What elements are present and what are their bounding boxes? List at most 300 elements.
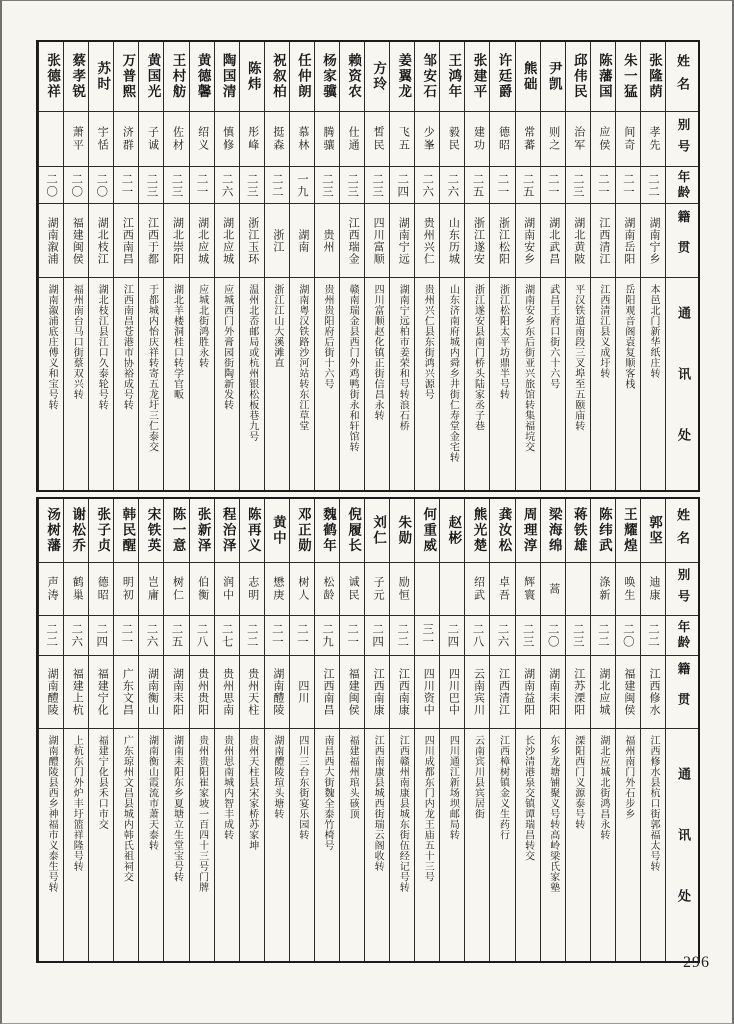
entry-age: 二二 xyxy=(39,616,63,656)
entry-alias: 懋庚 xyxy=(265,563,289,616)
entry-name: 杨家骥 xyxy=(315,42,339,112)
entry-age: 二一 xyxy=(541,167,565,204)
entry-column xyxy=(113,499,138,961)
entry-address: 贵州思南城内智丰成转 xyxy=(221,735,233,840)
entry-age: 二三 xyxy=(340,167,364,204)
entry-alias: 辉寰 xyxy=(516,563,540,616)
entry-name: 祝叙柏 xyxy=(265,42,289,112)
entry-name: 方玲 xyxy=(365,42,389,112)
entry-address: 湖南耒阳东乡夏塘立生堂宝号转 xyxy=(171,735,183,882)
entry-address: 四川富顺赵化镇正街信昌永转 xyxy=(372,284,384,421)
entry-address: 东乡龙塘铺聚义号转高岭梁氏家塾 xyxy=(547,735,559,893)
entry-native: 山东历城 xyxy=(440,204,464,278)
entry-column xyxy=(289,42,314,490)
header-column-top xyxy=(665,42,698,490)
entry-native: 江西南康 xyxy=(365,656,389,729)
entry-address: 福州南门外石步乡 xyxy=(622,735,634,819)
entry-native: 湖南醴陵 xyxy=(265,656,289,729)
entry-name: 郭坚 xyxy=(641,499,665,563)
entry-native: 湖南安乡 xyxy=(516,204,540,278)
entry-alias: 腾骧 xyxy=(315,112,339,167)
entry-address: 溧阳西门义源泰号转 xyxy=(572,735,584,830)
entry-column xyxy=(389,42,414,490)
header-address: 通讯处 xyxy=(676,766,691,950)
entry-column xyxy=(189,42,214,490)
entry-native: 江西瑞金 xyxy=(340,204,364,278)
entry-address: 湖南衡山霞流市萧天泰转 xyxy=(146,735,158,851)
entry-column xyxy=(590,42,615,490)
entry-native: 湖北黄陂 xyxy=(566,204,590,278)
entry-column xyxy=(63,42,88,490)
entry-alias: 德昭 xyxy=(490,112,514,167)
entry-age: 二八 xyxy=(465,616,489,656)
entry-address: 江西南昌苍港市协裕成号转 xyxy=(121,284,133,410)
entry-age: 二一 xyxy=(490,167,514,204)
entry-age: 二一 xyxy=(114,616,138,656)
entry-alias: 润中 xyxy=(215,563,239,616)
entry-name: 陈炜 xyxy=(240,42,264,112)
entry-age: 二一 xyxy=(290,616,314,656)
entry-age: 二三 xyxy=(566,616,590,656)
entry-age: 二一 xyxy=(190,167,214,204)
entry-column xyxy=(615,42,640,490)
entry-native: 四川资中 xyxy=(415,656,439,729)
entry-native: 贵州贵阳 xyxy=(190,656,214,729)
entry-address: 湖南溆浦底庄傅义和宝号转 xyxy=(46,284,58,410)
entry-name: 梁海绵 xyxy=(541,499,565,563)
entry-column xyxy=(615,499,640,961)
entry-column xyxy=(489,499,514,961)
entry-address: 平汉铁道南段三叉埠至五颐庙转 xyxy=(572,284,584,431)
entry-alias: 则之 xyxy=(541,112,565,167)
entry-age: 一九 xyxy=(290,167,314,204)
entry-address: 湖北羊楼洞桂口转学官畈 xyxy=(171,284,183,400)
entry-age: 二四 xyxy=(390,167,414,204)
entry-native: 浙江 xyxy=(265,204,289,278)
entry-native: 湖南宁乡 xyxy=(641,204,665,278)
entry-column xyxy=(414,499,439,961)
entry-name: 张新泽 xyxy=(190,499,214,563)
entry-name: 王耀煌 xyxy=(616,499,640,563)
entry-address: 长沙清港泉交镇谭瑞昌转交 xyxy=(522,735,534,861)
entry-native: 贵州 xyxy=(315,204,339,278)
entry-name: 万普熙 xyxy=(114,42,138,112)
header-alias: 别号 xyxy=(666,563,698,616)
entry-alias: 唤生 xyxy=(616,563,640,616)
entry-column xyxy=(239,499,264,961)
entry-column xyxy=(389,499,414,961)
entry-alias xyxy=(415,563,439,616)
entry-alias: 佐材 xyxy=(164,112,188,167)
entry-name: 周理淳 xyxy=(516,499,540,563)
entry-address: 武昌王府口街六十六号 xyxy=(547,284,559,389)
entry-alias: 济群 xyxy=(114,112,138,167)
entry-column xyxy=(63,499,88,961)
entry-column xyxy=(314,42,339,490)
entry-native: 江苏溧阳 xyxy=(566,656,590,729)
entry-address: 湖北枝江县江口久泰轮号转 xyxy=(96,284,108,410)
entry-address: 应城西门外膏园街陶新发转 xyxy=(221,284,233,410)
header-address: 通讯处 xyxy=(676,305,691,489)
entry-address: 湖南宁远柏市姜荣和号转浪石桥 xyxy=(397,284,409,431)
entry-name: 韩民醒 xyxy=(114,499,138,563)
entry-column xyxy=(88,42,113,490)
entries-bottom xyxy=(38,499,665,961)
entry-age: 二〇 xyxy=(616,616,640,656)
entry-age: 二二 xyxy=(390,616,414,656)
entry-age: 二一 xyxy=(616,167,640,204)
entries-top xyxy=(38,42,665,490)
entry-column xyxy=(289,499,314,961)
entry-name: 刘仁 xyxy=(365,499,389,563)
entry-native: 广东文昌 xyxy=(114,656,138,729)
entry-column xyxy=(339,499,364,961)
entry-native: 湖北武昌 xyxy=(541,204,565,278)
entry-column xyxy=(540,499,565,961)
entry-age: 二八 xyxy=(190,616,214,656)
entry-age: 二四 xyxy=(365,616,389,656)
entry-alias: 松龄 xyxy=(315,563,339,616)
entry-age: 二〇 xyxy=(89,167,113,204)
entry-address: 广东琼州文昌县城内韩氏祖祠交 xyxy=(121,735,133,882)
entry-column xyxy=(565,42,590,490)
entry-native: 湖南岳阳 xyxy=(616,204,640,278)
entry-alias xyxy=(39,112,63,167)
entry-name: 熊光楚 xyxy=(465,499,489,563)
entry-name: 朱一猛 xyxy=(616,42,640,112)
entry-alias: 绍义 xyxy=(190,112,214,167)
entry-name: 张建平 xyxy=(465,42,489,112)
entry-address: 四川三台东街宴乐园转 xyxy=(296,735,308,840)
entry-address: 湖南醴陵瑄头塘转 xyxy=(271,735,283,819)
entry-native: 湖南耒阳 xyxy=(164,656,188,729)
entry-age: 二三 xyxy=(139,167,163,204)
entry-alias: 常蕃 xyxy=(516,112,540,167)
entry-age: 二三 xyxy=(164,167,188,204)
entry-alias: 慕林 xyxy=(290,112,314,167)
entry-native: 四川富顺 xyxy=(365,204,389,278)
entry-name: 蒋铁雄 xyxy=(566,499,590,563)
entry-age: 二七 xyxy=(215,616,239,656)
entry-alias: 绍武 xyxy=(465,563,489,616)
entry-age: 二三 xyxy=(365,167,389,204)
entry-native: 湖南衡山 xyxy=(139,656,163,729)
entry-name: 熊础 xyxy=(516,42,540,112)
entry-column xyxy=(439,499,464,961)
entry-alias: 树仁 xyxy=(164,563,188,616)
entry-alias: 树人 xyxy=(290,563,314,616)
entry-native: 贵州思南 xyxy=(215,656,239,729)
header-alias: 别号 xyxy=(666,112,698,167)
entry-name: 朱勋 xyxy=(390,499,414,563)
entry-native: 湖南耒阳 xyxy=(541,656,565,729)
entry-native: 福建闽侯 xyxy=(616,656,640,729)
entry-age: 二二 xyxy=(265,167,289,204)
entry-name: 王鸿年 xyxy=(440,42,464,112)
entry-name: 王村舫 xyxy=(164,42,188,112)
entry-column xyxy=(88,499,113,961)
entry-alias: 慎修 xyxy=(215,112,239,167)
entry-name: 邓正勋 xyxy=(290,499,314,563)
entry-age: 二二 xyxy=(591,616,615,656)
entry-address: 山东济南府城内舜乡井街仁寿堂金宅转 xyxy=(447,284,459,463)
entry-alias: 志明 xyxy=(240,563,264,616)
entry-column xyxy=(515,499,540,961)
entry-alias: 德昭 xyxy=(89,563,113,616)
entry-age: 二〇 xyxy=(541,616,565,656)
entry-address: 赣南瑞金县西门外鸡鸭街永和轩馆转 xyxy=(347,284,359,452)
entry-alias: 子元 xyxy=(365,563,389,616)
entry-address: 福建宁化县禾口市交 xyxy=(96,735,108,830)
entry-address: 贵州兴仁县东街鸿兴源号 xyxy=(422,284,434,400)
directory-table-bottom xyxy=(36,497,700,963)
header-native: 籍贯 xyxy=(666,656,698,729)
entry-native: 江西南昌 xyxy=(315,656,339,729)
entry-age: 二五 xyxy=(465,167,489,204)
entry-native: 湖南溆浦 xyxy=(39,204,63,278)
entry-native: 湖北应城 xyxy=(591,656,615,729)
entry-native: 江西于都 xyxy=(139,204,163,278)
entry-column xyxy=(414,42,439,490)
entry-name: 陈纬武 xyxy=(591,499,615,563)
entry-column xyxy=(565,499,590,961)
entry-age: 二一 xyxy=(340,616,364,656)
entry-alias: 宇恬 xyxy=(89,112,113,167)
entry-age: 二六 xyxy=(490,616,514,656)
entry-native: 湖南醴陵 xyxy=(39,656,63,729)
entry-address: 江西赣州南康县城东街伍经记号转 xyxy=(397,735,409,893)
entry-name: 蔡孝锐 xyxy=(64,42,88,112)
entry-age: 二一 xyxy=(265,616,289,656)
entry-name: 陈再义 xyxy=(240,499,264,563)
entry-native: 四川巴中 xyxy=(440,656,464,729)
entry-native: 湖南宁远 xyxy=(390,204,414,278)
entry-alias: 治军 xyxy=(566,112,590,167)
entry-alias: 应侯 xyxy=(591,112,615,167)
entry-native: 贵州天柱 xyxy=(240,656,264,729)
entry-column xyxy=(38,42,63,490)
entry-column xyxy=(214,42,239,490)
entry-alias: 孝先 xyxy=(641,112,665,167)
entry-address: 湖南安乡东后街亚兴旅馆转集福垸交 xyxy=(522,284,534,452)
entry-alias: 诚民 xyxy=(340,563,364,616)
entry-column xyxy=(590,499,615,961)
entry-name: 姜翼龙 xyxy=(390,42,414,112)
entry-age: 二四 xyxy=(440,616,464,656)
entry-native: 云南宾川 xyxy=(465,656,489,729)
entry-native: 福建闽侯 xyxy=(340,656,364,729)
entry-name: 黄国光 xyxy=(139,42,163,112)
entry-age: 二五 xyxy=(164,616,188,656)
entry-native: 浙江遂安 xyxy=(465,204,489,278)
entry-address: 浙江江山大溪滩直 xyxy=(271,284,283,368)
entry-age: 二二 xyxy=(641,167,665,204)
entry-name: 陈藩国 xyxy=(591,42,615,112)
entry-address: 岳阳观音阁袁复顺客栈 xyxy=(622,284,634,389)
entry-name: 汤树藩 xyxy=(39,499,63,563)
entry-age: 二六 xyxy=(139,616,163,656)
entry-alias: 皙民 xyxy=(365,112,389,167)
entry-native: 湖北应城 xyxy=(215,204,239,278)
entry-column xyxy=(515,42,540,490)
entry-native: 湖北应城 xyxy=(190,204,214,278)
entry-name: 黄中 xyxy=(265,499,289,563)
entry-age: 二三 xyxy=(566,167,590,204)
entry-name: 谢松乔 xyxy=(64,499,88,563)
entry-age: 二四 xyxy=(89,616,113,656)
entry-address: 南昌西大街魏全泰竹椅号 xyxy=(321,735,333,851)
entry-native: 贵州兴仁 xyxy=(415,204,439,278)
entry-column xyxy=(264,42,289,490)
entry-address: 应城北街鸿胜永转 xyxy=(196,284,208,368)
entry-address: 湖南粤汉铁路沙河站转东江草堂 xyxy=(296,284,308,431)
entry-address: 湖北应城北街鸿昌永转 xyxy=(597,735,609,840)
entry-name: 张隆荫 xyxy=(641,42,665,112)
entry-native: 湖北枝江 xyxy=(89,204,113,278)
entry-address: 贵州贵阳崔家坡一百四十三号门牌 xyxy=(196,735,208,893)
entry-alias: 间奇 xyxy=(616,112,640,167)
entry-alias: 少峯 xyxy=(415,112,439,167)
entry-alias: 萧平 xyxy=(64,112,88,167)
entry-column xyxy=(138,42,163,490)
header-age: 年龄 xyxy=(666,167,698,204)
entry-column xyxy=(163,499,188,961)
header-name: 姓名 xyxy=(666,42,698,112)
entry-address: 贵州天柱县宋家桥苏家坤 xyxy=(246,735,258,851)
header-column-bottom xyxy=(665,499,698,961)
entry-native: 江西修水 xyxy=(641,656,665,729)
entry-age: 二六 xyxy=(215,167,239,204)
entry-native: 福建上杭 xyxy=(64,656,88,729)
entry-address: 福州南台马口街蔡双兴转 xyxy=(71,284,83,400)
header-name: 姓名 xyxy=(666,499,698,563)
entry-column xyxy=(38,499,63,961)
entry-age: 二九 xyxy=(315,616,339,656)
entry-alias: 飞五 xyxy=(390,112,414,167)
entry-address: 江西樟树镇金义生药行 xyxy=(497,735,509,840)
entry-name: 许廷爵 xyxy=(490,42,514,112)
entry-column xyxy=(163,42,188,490)
entry-age: 二五 xyxy=(516,167,540,204)
entry-age: 二二 xyxy=(641,616,665,656)
entry-native: 湖南 xyxy=(290,204,314,278)
entry-column xyxy=(314,499,339,961)
entry-age: 三一 xyxy=(415,616,439,656)
entry-column xyxy=(214,499,239,961)
entry-column xyxy=(640,499,665,961)
entry-age: 二六 xyxy=(440,167,464,204)
entry-name: 陶国清 xyxy=(215,42,239,112)
entry-age: 二〇 xyxy=(64,167,88,204)
entry-column xyxy=(189,499,214,961)
entry-address: 上杭东门外炉丰圩篮祥隆号转 xyxy=(71,735,83,872)
entry-native: 福建闽侯 xyxy=(64,204,88,278)
directory-table-top xyxy=(36,40,700,492)
entry-address: 贵州贵阳府后街十六号 xyxy=(321,284,333,389)
entry-alias: 涤新 xyxy=(591,563,615,616)
entry-alias: 卓吾 xyxy=(490,563,514,616)
entry-age: 二〇 xyxy=(39,167,63,204)
entry-age: 二一 xyxy=(114,167,138,204)
entry-alias: 挺森 xyxy=(265,112,289,167)
entry-alias: 彤峰 xyxy=(240,112,264,167)
entry-column xyxy=(339,42,364,490)
entry-native: 江西南康 xyxy=(390,656,414,729)
entry-column xyxy=(264,499,289,961)
entry-alias: 岂庸 xyxy=(139,563,163,616)
entry-alias xyxy=(440,563,464,616)
entry-name: 尹凯 xyxy=(541,42,565,112)
entry-column xyxy=(138,499,163,961)
entry-alias: 伯衡 xyxy=(190,563,214,616)
entry-name: 赖资农 xyxy=(340,42,364,112)
entry-name: 宋铁英 xyxy=(139,499,163,563)
entry-age: 二二 xyxy=(240,616,264,656)
entry-address: 江西清江县义成圩转 xyxy=(597,284,609,379)
entry-address: 福建福州琯头硋顶 xyxy=(347,735,359,819)
entry-address: 温州北岙邮局或杭州银松板巷九号 xyxy=(246,284,258,442)
entry-age: 二三 xyxy=(516,616,540,656)
entry-alias xyxy=(566,563,590,616)
entry-column xyxy=(540,42,565,490)
entry-alias: 鹤巢 xyxy=(64,563,88,616)
entry-alias: 仕通 xyxy=(340,112,364,167)
entry-address: 江西修水县杭口街郭福太号转 xyxy=(648,735,659,872)
entry-name: 苏时 xyxy=(89,42,113,112)
entry-alias: 迪康 xyxy=(641,563,665,616)
entry-name: 陈一意 xyxy=(164,499,188,563)
header-age: 年龄 xyxy=(666,616,698,656)
entry-address: 浙江松阳太平坊鼎半号转 xyxy=(497,284,509,400)
page-number: 296 xyxy=(683,954,710,971)
entry-age: 二六 xyxy=(64,616,88,656)
header-native: 籍贯 xyxy=(666,204,698,278)
entry-age: 二六 xyxy=(415,167,439,204)
entry-age: 二三 xyxy=(240,167,264,204)
entry-address: 于都城内怡庆祥转寄五龙圩三仁泰交 xyxy=(146,284,158,452)
entry-alias: 毅民 xyxy=(440,112,464,167)
entry-name: 何重威 xyxy=(415,499,439,563)
entry-native: 福建宁化 xyxy=(89,656,113,729)
entry-native: 浙江松阳 xyxy=(490,204,514,278)
entry-native: 浙江玉环 xyxy=(240,204,264,278)
entry-column xyxy=(464,499,489,961)
entry-address: 湖南醴陵县西乡神福市义泰生号转 xyxy=(46,735,58,893)
entry-address: 江西南康县城西街瑞云阁收转 xyxy=(372,735,384,872)
entry-column xyxy=(239,42,264,490)
entry-address: 四川成都东门内龙王庙五十三号 xyxy=(422,735,434,882)
entry-alias: 明初 xyxy=(114,563,138,616)
entry-alias: 建功 xyxy=(465,112,489,167)
entry-name: 龚汝松 xyxy=(490,499,514,563)
entry-name: 倪履长 xyxy=(340,499,364,563)
entry-name: 魏鹤年 xyxy=(315,499,339,563)
entry-column xyxy=(113,42,138,490)
entry-name: 黄德馨 xyxy=(190,42,214,112)
entry-name: 邹安石 xyxy=(415,42,439,112)
entry-column xyxy=(364,499,389,961)
entry-name: 张子贞 xyxy=(89,499,113,563)
entry-address: 本邑北门新华纸庄转 xyxy=(648,284,659,379)
entry-column xyxy=(489,42,514,490)
entry-alias: 励恒 xyxy=(390,563,414,616)
entry-name: 赵彬 xyxy=(440,499,464,563)
entry-address: 浙江遂安县南门桥头陆家丞子巷 xyxy=(472,284,484,431)
entry-name: 张德祥 xyxy=(39,42,63,112)
entry-name: 程治泽 xyxy=(215,499,239,563)
entry-native: 江西南昌 xyxy=(114,204,138,278)
entry-address: 四川通江新场坝邮局转 xyxy=(447,735,459,840)
